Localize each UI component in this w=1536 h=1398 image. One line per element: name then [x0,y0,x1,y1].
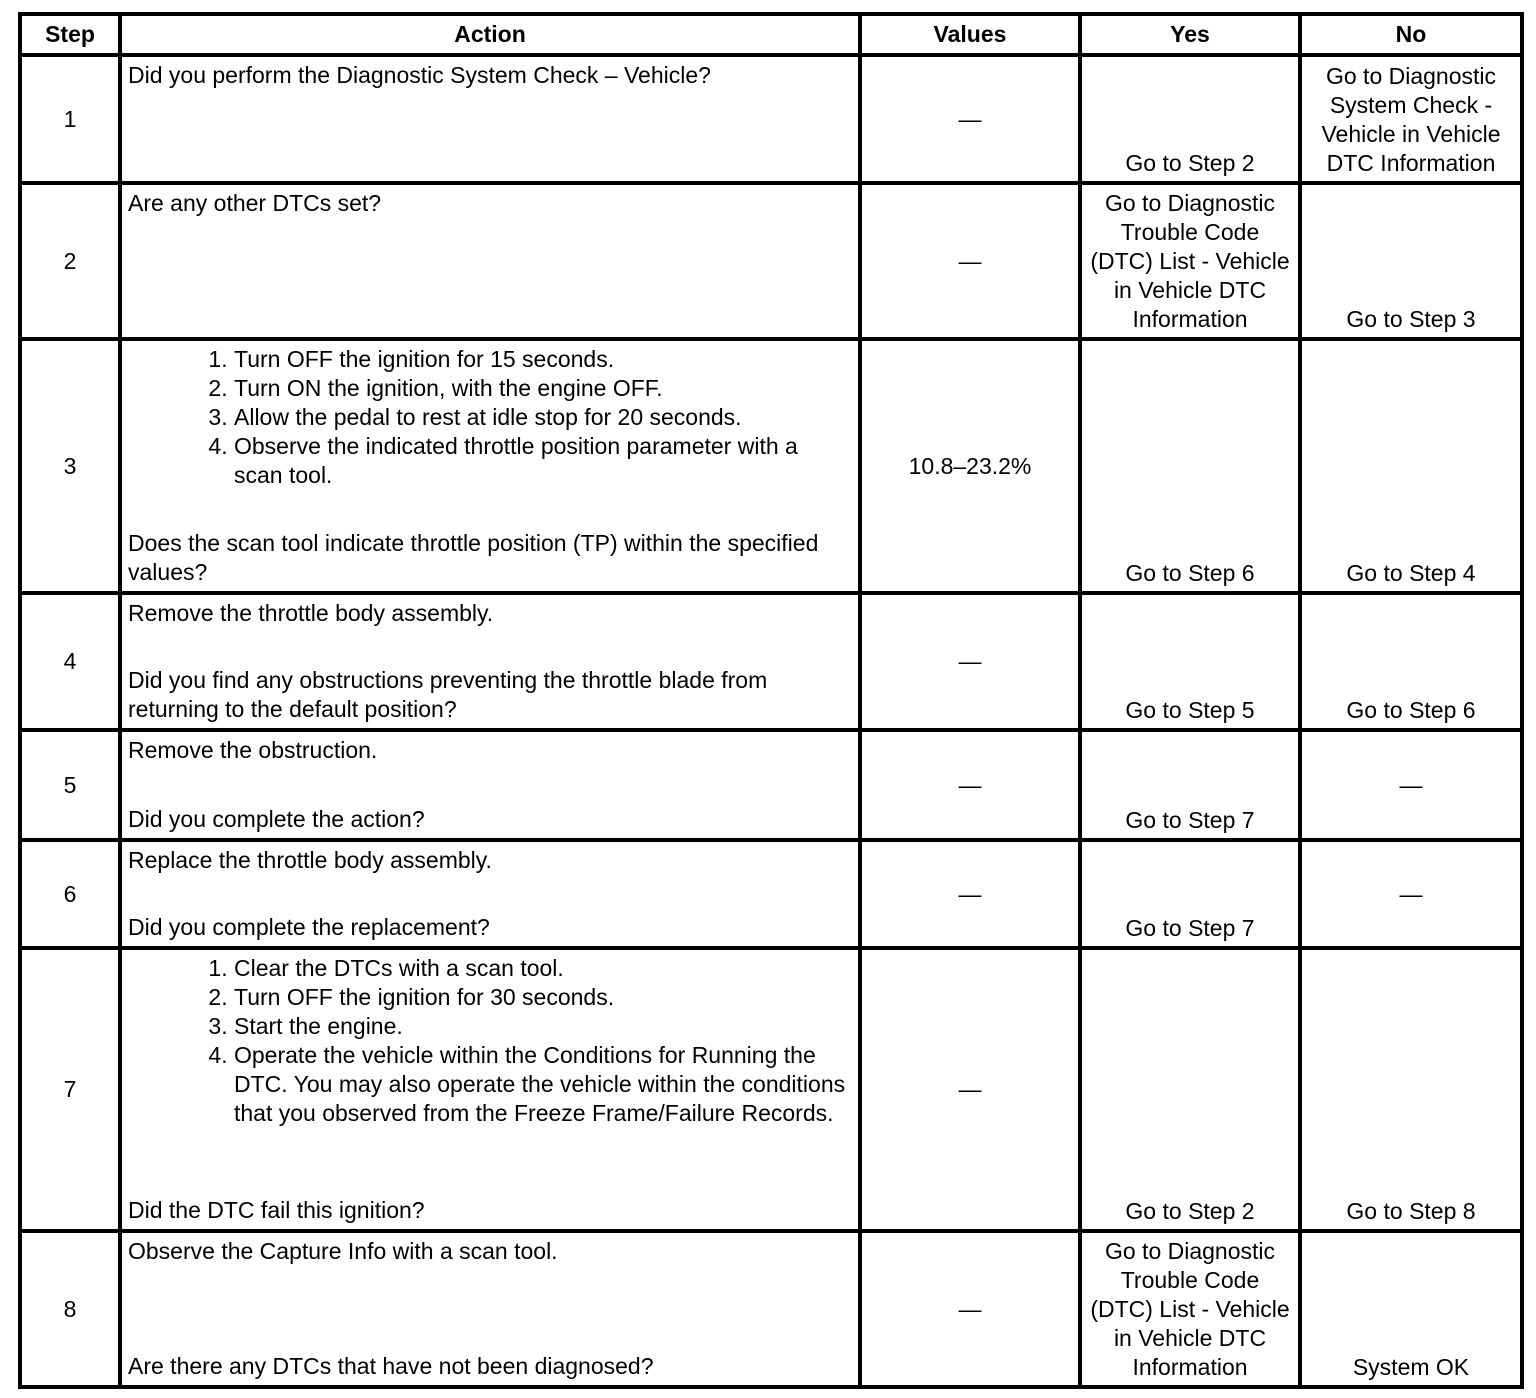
values-cell: 10.8–23.2% [860,339,1080,593]
no-cell: Go to Step 6 [1300,593,1522,730]
action-question: Did the DTC fail this ignition? [128,1197,425,1223]
table-body [20,55,1522,1387]
step-number: 5 [20,730,120,840]
yes-cell: Go to Step 2 [1080,948,1300,1231]
action-content [128,345,852,587]
action-question: Are any other DTCs set? [128,190,382,216]
action-content [128,189,852,332]
table-row [20,948,1522,1231]
action-top [128,345,852,490]
action-cell [120,55,860,183]
yes-cell: Go to Step 7 [1080,730,1300,840]
action-top [128,1237,852,1266]
action-content [128,599,852,724]
action-cell [120,948,860,1231]
action-top [128,954,852,1128]
column-header-action: Action [120,14,860,55]
step-number: 3 [20,339,120,593]
substep-list [178,345,852,490]
action-instruction: Remove the throttle body assembly. [128,600,494,626]
action-top [128,599,852,628]
values-cell: — [860,1231,1080,1387]
diagnostic-table [18,12,1524,1389]
table-row [20,1231,1522,1387]
values-cell: — [860,55,1080,183]
yes-cell: Go to Step 6 [1080,339,1300,593]
action-instruction: Observe the Capture Info with a scan tool. [128,1238,558,1264]
action-instruction: Replace the throttle body assembly. [128,847,492,873]
yes-cell: Go to Step 7 [1080,840,1300,948]
values-cell: — [860,730,1080,840]
substep-item: 1. Turn OFF the ignition for 15 seconds. [234,345,852,374]
substep-item: 4. Observe the indicated throttle position parameter with a scan tool. [234,432,852,490]
step-number: 4 [20,593,120,730]
action-cell [120,183,860,339]
action-question: Did you complete the replacement? [128,914,490,940]
no-cell: Go to Step 4 [1300,339,1522,593]
no-cell: — [1300,730,1522,840]
substep-item: 1. Clear the DTCs with a scan tool. [234,954,852,983]
action-question: Does the scan tool indicate throttle position (TP) within the specified values? [128,530,819,585]
action-cell [120,840,860,948]
table-row [20,183,1522,339]
substep-list [178,954,852,1128]
yes-cell: Go to Diagnostic Trouble Code (DTC) List - Vehicle in Vehicle DTC Information [1080,183,1300,339]
table-row [20,730,1522,840]
yes-cell: Go to Step 2 [1080,55,1300,183]
action-question: Did you find any obstructions preventing the throttle blade from returning to the default position? [128,667,768,722]
action-question: Did you perform the Diagnostic System Check – Vehicle? [128,62,711,88]
no-cell: Go to Step 3 [1300,183,1522,339]
table-row [20,840,1522,948]
table-row [20,339,1522,593]
substep-item: 2. Turn OFF the ignition for 30 seconds. [234,983,852,1012]
column-header-values: Values [860,14,1080,55]
no-cell: Go to Diagnostic System Check - Vehicle in Vehicle DTC Information [1300,55,1522,183]
step-number: 6 [20,840,120,948]
no-cell: — [1300,840,1522,948]
action-question: Are there any DTCs that have not been diagnosed? [128,1353,654,1379]
substep-item: 2. Turn ON the ignition, with the engine OFF. [234,374,852,403]
action-cell [120,1231,860,1387]
column-header-step: Step [20,14,120,55]
header-row [20,14,1522,55]
values-cell: — [860,183,1080,339]
step-number: 7 [20,948,120,1231]
table-row [20,55,1522,183]
action-content [128,736,852,834]
values-cell: — [860,840,1080,948]
action-top [128,846,852,875]
substep-item: 4. Operate the vehicle within the Conditions for Running the DTC. You may also operate the vehicle within the conditions that you observed from the Freeze Frame/Failure Records. [234,1041,852,1128]
action-content [128,61,852,177]
values-cell: — [860,593,1080,730]
substep-item: 3. Start the engine. [234,1012,852,1041]
column-header-no: No [1300,14,1522,55]
yes-cell: Go to Step 5 [1080,593,1300,730]
action-content [128,1237,852,1381]
values-cell: — [860,948,1080,1231]
action-content [128,954,852,1225]
action-cell [120,730,860,840]
no-cell: System OK [1300,1231,1522,1387]
action-content [128,846,852,942]
column-header-yes: Yes [1080,14,1300,55]
table-row [20,593,1522,730]
yes-cell: Go to Diagnostic Trouble Code (DTC) List - Vehicle in Vehicle DTC Information [1080,1231,1300,1387]
substep-item: 3. Allow the pedal to rest at idle stop for 20 seconds. [234,403,852,432]
step-number: 8 [20,1231,120,1387]
step-number: 2 [20,183,120,339]
action-question: Did you complete the action? [128,806,425,832]
step-number: 1 [20,55,120,183]
action-instruction: Remove the obstruction. [128,737,378,763]
action-cell [120,593,860,730]
no-cell: Go to Step 8 [1300,948,1522,1231]
action-top [128,736,852,765]
action-cell [120,339,860,593]
